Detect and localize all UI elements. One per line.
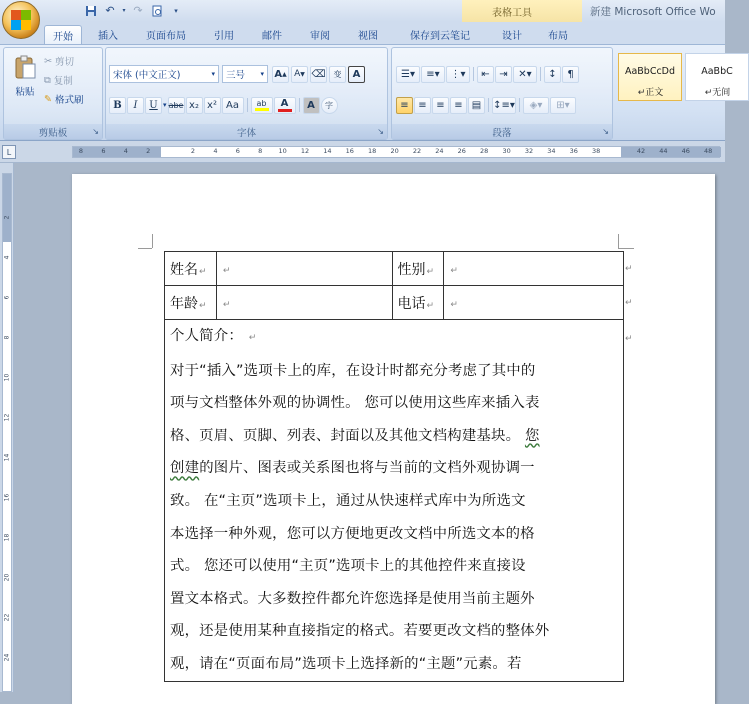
vertical-ruler[interactable] xyxy=(0,163,14,692)
tab-mailings[interactable]: 邮件 xyxy=(262,31,282,42)
tab-review[interactable]: 审阅 xyxy=(310,31,330,42)
bio-line: 致。 在“主页”选项卡上，通过从快速样式库中为所选文 xyxy=(170,492,526,509)
ruler-number: 6 xyxy=(101,147,106,155)
title-bar xyxy=(0,0,725,22)
crop-mark xyxy=(618,248,634,249)
crop-mark xyxy=(152,234,153,248)
ruler-number: 16 xyxy=(345,147,354,155)
align-center-icon[interactable]: ≡ xyxy=(414,97,431,114)
ruler-number: 2 xyxy=(3,215,11,220)
quick-access-toolbar xyxy=(42,3,184,18)
ruler-number: 4 xyxy=(213,147,218,155)
ruler-number: 10 xyxy=(278,147,287,155)
style-normal[interactable]: AaBbCcDd ↵正文 xyxy=(618,53,682,101)
tab-save-to-cloud[interactable]: 保存到云笔记 xyxy=(410,31,470,42)
ruler-number: 22 xyxy=(3,613,11,622)
office-logo-icon xyxy=(11,10,31,30)
bio-line: 式。 您还可以使用“主页”选项卡上的其他控件来直接设 xyxy=(170,558,526,575)
chinese-layout-icon[interactable]: ✕▾ xyxy=(513,66,537,83)
cut-button[interactable]: ✂ 剪切 xyxy=(44,55,74,68)
ruler-number: 28 xyxy=(480,147,489,155)
clear-format-icon[interactable]: ⌫ xyxy=(310,66,327,83)
undo-icon[interactable]: ↶ xyxy=(105,4,115,17)
enclose-char-button[interactable]: 字 xyxy=(321,97,338,114)
row-end-mark: ↵ xyxy=(625,298,633,308)
ruler-number: 24 xyxy=(435,147,444,155)
ruler-number: 4 xyxy=(123,147,128,155)
subscript-button[interactable]: x₂ xyxy=(186,97,203,114)
table-row xyxy=(165,320,624,682)
table-row xyxy=(165,252,624,286)
numbering-icon[interactable]: ≡▾ xyxy=(421,66,445,83)
ruler-number: 48 xyxy=(704,147,713,155)
horizontal-ruler[interactable] xyxy=(0,141,725,163)
scissors-icon: ✂ xyxy=(44,55,52,67)
ruler-scale xyxy=(2,173,12,692)
ruler-number: 14 xyxy=(3,453,11,462)
ruler-number: 44 xyxy=(659,147,668,155)
change-case-button[interactable]: Aa xyxy=(222,97,244,114)
line-spacing-icon[interactable]: ↕≡▾ xyxy=(492,97,516,114)
tab-layout[interactable]: 布局 xyxy=(548,31,568,42)
bio-line: 观，请在“页面布局”选项卡上选择新的“主题”元素。若 xyxy=(170,655,522,672)
ruler-number: 38 xyxy=(592,147,601,155)
table-cell[interactable]: ↵ xyxy=(444,286,624,320)
bio-line: 格、页眉、页脚、列表、封面以及其他文档构建基块。 您 xyxy=(170,427,540,444)
redo-icon[interactable]: ↷ xyxy=(133,4,143,17)
font-group xyxy=(105,47,388,140)
font-group-label: 字体 xyxy=(106,124,387,139)
document-page[interactable] xyxy=(72,174,715,704)
ruler-number: 34 xyxy=(547,147,556,155)
ruler-number: 2 xyxy=(190,147,196,155)
ruler-number: 36 xyxy=(569,147,578,155)
style-no-spacing[interactable]: AaBbC ↵无间 xyxy=(685,53,749,101)
ruler-number: 20 xyxy=(390,147,399,155)
decrease-indent-icon[interactable]: ⇤ xyxy=(477,66,494,83)
bullets-icon[interactable]: ☰▾ xyxy=(396,66,420,83)
dialog-launcher-icon[interactable]: ↘ xyxy=(602,127,609,136)
char-border-button[interactable]: A xyxy=(348,66,365,83)
chevron-down-icon[interactable]: ▾ xyxy=(163,101,167,109)
ruler-number: 12 xyxy=(300,147,310,155)
resume-table[interactable] xyxy=(164,251,624,682)
format-painter-button[interactable]: ✎ 格式刷 xyxy=(44,93,84,106)
table-row xyxy=(165,286,624,320)
borders-icon[interactable]: ⊞▾ xyxy=(550,97,576,114)
row-end-mark: ↵ xyxy=(625,334,633,344)
bio-line: 项与文档整体外观的协调性。 您可以使用这些库来插入表 xyxy=(170,395,540,412)
ribbon xyxy=(0,44,733,141)
show-marks-icon[interactable]: ¶ xyxy=(562,66,579,83)
char-shading-button[interactable]: A xyxy=(303,97,320,114)
highlight-button[interactable]: ab xyxy=(251,97,273,114)
paste-icon xyxy=(13,54,37,80)
justify-icon[interactable]: ≡ xyxy=(450,97,467,114)
ruler-number: 22 xyxy=(412,147,422,155)
italic-button[interactable]: I xyxy=(127,97,144,114)
table-cell[interactable]: 电话↵ xyxy=(392,286,444,320)
tab-design[interactable]: 设计 xyxy=(502,31,522,42)
dialog-launcher-icon[interactable]: ↘ xyxy=(92,127,99,136)
align-left-icon[interactable]: ≡ xyxy=(396,97,413,114)
tab-insert[interactable]: 插入 xyxy=(98,31,118,42)
ruler-number: 12 xyxy=(3,413,11,422)
paste-button[interactable]: 粘贴 xyxy=(10,54,40,104)
sort-icon[interactable]: ↕ xyxy=(544,66,561,83)
grow-font-button[interactable]: A ▲ xyxy=(272,66,289,83)
multilevel-list-icon[interactable]: ⋮▾ xyxy=(446,66,470,83)
table-cell[interactable]: ↵ xyxy=(216,286,392,320)
tab-view[interactable]: 视图 xyxy=(358,31,378,42)
tab-selector-icon[interactable]: L xyxy=(2,145,16,159)
ruler-scale xyxy=(72,146,720,158)
bio-line: 观，还是使用某种直接指定的格式。若要更改文档的整体外 xyxy=(170,623,550,640)
clipboard-group xyxy=(3,47,103,140)
shading-icon[interactable]: ◈▾ xyxy=(523,97,549,114)
font-size-combo[interactable]: 三号 ▾ xyxy=(222,65,268,83)
bio-line: 本选择一种外观，您可以方便地更改文档中所选文本的格 xyxy=(170,525,535,542)
copy-icon: ⧉ xyxy=(44,74,51,86)
ruler-number: 18 xyxy=(3,533,11,542)
office-button[interactable] xyxy=(2,1,40,39)
ruler-number: 14 xyxy=(323,147,332,155)
table-cell[interactable]: ↵ xyxy=(444,252,624,286)
tab-page-layout[interactable]: 页面布局 xyxy=(146,31,186,42)
ribbon-tabs xyxy=(0,22,725,44)
crop-mark xyxy=(618,234,619,248)
ruler-number: 10 xyxy=(3,373,11,382)
table-cell[interactable]: 姓名↵ xyxy=(165,252,217,286)
paragraph-group-label: 段落 xyxy=(392,124,612,139)
font-color-button[interactable]: A xyxy=(274,97,296,114)
bio-line: 置文本格式。大多数控件都允许您选择是使用当前主题外 xyxy=(170,590,535,607)
table-tools-context-label: 表格工具 xyxy=(462,0,582,22)
strikethrough-button[interactable]: abe xyxy=(168,97,185,114)
phonetic-guide-icon[interactable]: 变 xyxy=(329,66,346,83)
crop-mark xyxy=(138,248,152,249)
chevron-down-icon: ▾ xyxy=(211,70,215,78)
shrink-font-button[interactable]: A ▼ xyxy=(291,66,308,83)
ruler-number: 24 xyxy=(3,653,11,662)
brush-icon: ✎ xyxy=(44,93,52,105)
copy-button[interactable]: ⧉ 复制 xyxy=(44,74,73,87)
save-icon[interactable] xyxy=(83,3,99,18)
customize-qat-icon[interactable]: ▾ xyxy=(174,6,178,15)
table-cell[interactable]: ↵ xyxy=(216,252,392,286)
window-title: 新建 Microsoft Office Wo xyxy=(590,6,716,18)
bio-title: 个人简介： ↵ xyxy=(170,328,257,344)
dialog-launcher-icon[interactable]: ↘ xyxy=(377,127,384,136)
ruler-number: 2 xyxy=(146,147,151,155)
tab-home[interactable]: 开始 xyxy=(44,25,82,45)
ruler-number: 8 xyxy=(78,147,84,155)
ruler-number: 8 xyxy=(3,335,11,340)
distributed-icon[interactable]: ▤ xyxy=(468,97,485,114)
paragraph-group xyxy=(391,47,613,140)
font-name-combo[interactable]: 宋体 (中文正文) ▾ xyxy=(109,65,219,83)
bold-button[interactable]: B xyxy=(109,97,126,114)
bio-line: 创建的图片、图表或关系图也将与当前的文档外观协调一 xyxy=(170,460,535,477)
ruler-number: 30 xyxy=(502,147,511,155)
ruler-number: 16 xyxy=(3,493,11,502)
ruler-number: 8 xyxy=(258,147,263,155)
ruler-number: 46 xyxy=(681,147,690,155)
ruler-number: 26 xyxy=(457,147,466,155)
ruler-number: 4 xyxy=(3,255,11,260)
superscript-button[interactable]: x² xyxy=(204,97,221,114)
ruler-number: 6 xyxy=(235,147,240,155)
clipboard-group-label: 剪贴板 xyxy=(4,124,102,139)
increase-indent-icon[interactable]: ⇥ xyxy=(495,66,512,83)
table-cell[interactable]: 年龄↵ xyxy=(165,286,217,320)
bio-cell[interactable] xyxy=(165,320,624,682)
dropdown-arrow-icon[interactable]: ▾ xyxy=(122,7,126,14)
row-end-mark: ↵ xyxy=(625,264,633,274)
ruler-number: 18 xyxy=(368,147,377,155)
chevron-down-icon: ▾ xyxy=(260,70,264,78)
align-right-icon[interactable]: ≡ xyxy=(432,97,449,114)
bio-line: 对于“插入”选项卡上的库，在设计时都充分考虑了其中的 xyxy=(170,362,536,379)
print-preview-icon[interactable] xyxy=(149,3,165,18)
ruler-number: 32 xyxy=(524,147,534,155)
table-cell[interactable]: 性别↵ xyxy=(392,252,444,286)
tab-references[interactable]: 引用 xyxy=(214,31,234,42)
ruler-number: 42 xyxy=(636,147,646,155)
ruler-number: 6 xyxy=(3,295,11,300)
ruler-number: 20 xyxy=(3,573,11,582)
underline-button[interactable]: U xyxy=(145,97,162,114)
